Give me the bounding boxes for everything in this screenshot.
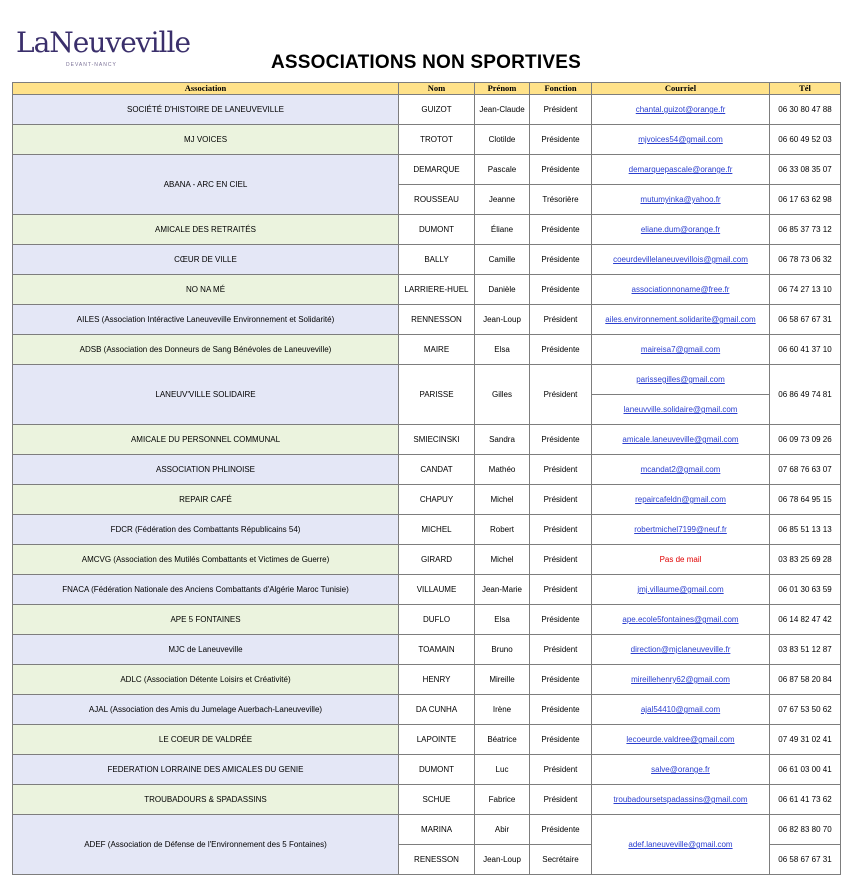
table-row <box>13 815 841 845</box>
association-cell: AJAL (Association des Amis du Jumelage Auerbach-Laneuveville) <box>13 695 399 725</box>
nom-cell: LAPOINTE <box>399 725 475 755</box>
tel-cell: 03 83 25 69 28 <box>770 545 841 575</box>
table-row <box>13 725 841 755</box>
nom-cell: HENRY <box>399 665 475 695</box>
association-cell: CŒUR DE VILLE <box>13 245 399 275</box>
nom-cell: MAIRE <box>399 335 475 365</box>
table-row <box>13 275 841 305</box>
email-link[interactable]: salve@orange.fr <box>651 765 710 774</box>
fonction-cell: Présidente <box>530 335 592 365</box>
courriel-cell <box>592 425 770 455</box>
tel-cell: 06 85 51 13 13 <box>770 515 841 545</box>
header-prenom: Prénom <box>475 83 530 95</box>
fonction-cell: Président <box>530 755 592 785</box>
nom-cell: DUMONT <box>399 755 475 785</box>
nom-cell: ROUSSEAU <box>399 185 475 215</box>
tel-cell: 06 74 27 13 10 <box>770 275 841 305</box>
courriel-cell <box>592 365 770 425</box>
tel-cell: 06 61 03 00 41 <box>770 755 841 785</box>
nom-cell: TROTOT <box>399 125 475 155</box>
prenom-cell: Béatrice <box>475 725 530 755</box>
courriel-cell <box>592 95 770 125</box>
table-row <box>13 515 841 545</box>
email-link[interactable]: mcandat2@gmail.com <box>640 465 721 474</box>
tel-cell: 06 60 49 52 03 <box>770 125 841 155</box>
association-cell: FDCR (Fédération des Combattants Républicains 54) <box>13 515 399 545</box>
nom-cell: SMIECINSKI <box>399 425 475 455</box>
email-link[interactable]: amicale.laneuveville@gmail.com <box>622 435 739 444</box>
tel-cell: 06 82 83 80 70 <box>770 815 841 845</box>
association-cell: MJ VOICES <box>13 125 399 155</box>
nom-cell: TOAMAIN <box>399 635 475 665</box>
fonction-cell: Secrétaire <box>530 845 592 875</box>
association-cell: AILES (Association Intéractive Laneuveville Environnement et Solidarité) <box>13 305 399 335</box>
table-row <box>13 335 841 365</box>
email-link[interactable]: ajal54410@gmail.com <box>640 705 721 714</box>
tel-cell: 06 58 67 67 31 <box>770 305 841 335</box>
table-row <box>13 755 841 785</box>
email-link[interactable]: direction@mjclaneuveville.fr <box>630 645 731 654</box>
table-row <box>13 665 841 695</box>
fonction-cell: Trésorière <box>530 185 592 215</box>
courriel-cell <box>592 575 770 605</box>
nom-cell: GIRARD <box>399 545 475 575</box>
table-row <box>13 215 841 245</box>
fonction-cell: Président <box>530 575 592 605</box>
nom-cell: RENNESSON <box>399 305 475 335</box>
table-row <box>13 155 841 185</box>
fonction-cell: Président <box>530 635 592 665</box>
nom-cell: LARRIERE-HUEL <box>399 275 475 305</box>
email-link[interactable]: adef.laneuveville@gmail.com <box>628 840 733 849</box>
nom-cell: SCHUE <box>399 785 475 815</box>
fonction-cell: Présidente <box>530 815 592 845</box>
nom-cell: CANDAT <box>399 455 475 485</box>
prenom-cell: Jean-Claude <box>475 95 530 125</box>
prenom-cell: Luc <box>475 755 530 785</box>
logo-text: LaNeuveville <box>16 26 191 59</box>
tel-cell: 06 86 49 74 81 <box>770 365 841 425</box>
prenom-cell: Michel <box>475 545 530 575</box>
association-cell: TROUBADOURS & SPADASSINS <box>13 785 399 815</box>
email-link[interactable]: associationnoname@free.fr <box>631 285 730 294</box>
email-link[interactable]: coeurdevillelaneuvevillois@gmail.com <box>613 255 748 264</box>
prenom-cell: Fabrice <box>475 785 530 815</box>
tel-cell: 07 49 31 02 41 <box>770 725 841 755</box>
association-cell: AMICALE DU PERSONNEL COMMUNAL <box>13 425 399 455</box>
email-link[interactable]: chantal.guizot@orange.fr <box>635 105 726 114</box>
courriel-cell <box>592 275 770 305</box>
fonction-cell: Président <box>530 785 592 815</box>
fonction-cell: Présidente <box>530 605 592 635</box>
association-cell: AMCVG (Association des Mutilés Combattants et Victimes de Guerre) <box>13 545 399 575</box>
tel-cell: 06 78 73 06 32 <box>770 245 841 275</box>
prenom-cell: Elsa <box>475 335 530 365</box>
courriel-cell <box>592 545 770 575</box>
tel-cell: 06 30 80 47 88 <box>770 95 841 125</box>
fonction-cell: Président <box>530 305 592 335</box>
fonction-cell: Président <box>530 365 592 425</box>
prenom-cell: Robert <box>475 515 530 545</box>
tel-cell: 07 67 53 50 62 <box>770 695 841 725</box>
prenom-cell: Jean-Marie <box>475 575 530 605</box>
table-row <box>13 305 841 335</box>
nom-cell: MARINA <box>399 815 475 845</box>
tel-cell: 03 83 51 12 87 <box>770 635 841 665</box>
tel-cell: 07 68 76 63 07 <box>770 455 841 485</box>
fonction-cell: Présidente <box>530 425 592 455</box>
courriel-cell <box>592 635 770 665</box>
courriel-cell <box>592 785 770 815</box>
association-cell: ASSOCIATION PHLINOISE <box>13 455 399 485</box>
nom-cell: CHAPUY <box>399 485 475 515</box>
association-cell: REPAIR CAFÉ <box>13 485 399 515</box>
fonction-cell: Président <box>530 95 592 125</box>
prenom-cell: Elsa <box>475 605 530 635</box>
association-cell: FNACA (Fédération Nationale des Anciens Combattants d'Algérie Maroc Tunisie) <box>13 575 399 605</box>
association-cell: ABANA - ARC EN CIEL <box>13 155 399 215</box>
nom-cell: DUMONT <box>399 215 475 245</box>
nom-cell: VILLAUME <box>399 575 475 605</box>
courriel-cell <box>592 755 770 785</box>
association-cell: NO NA MÉ <box>13 275 399 305</box>
association-cell: FEDERATION LORRAINE DES AMICALES DU GENIE <box>13 755 399 785</box>
email-line <box>592 365 769 395</box>
email-link[interactable]: maireisa7@gmail.com <box>640 345 721 354</box>
table-row <box>13 455 841 485</box>
nom-cell: DUFLO <box>399 605 475 635</box>
courriel-cell <box>592 485 770 515</box>
courriel-cell <box>592 245 770 275</box>
table-row <box>13 95 841 125</box>
email-link[interactable]: mireillehenry62@gmail.com <box>631 675 730 684</box>
header-tel: Tél <box>770 83 841 95</box>
prenom-cell: Danièle <box>475 275 530 305</box>
email-stack <box>592 365 769 424</box>
email-link[interactable]: demarquepascale@orange.fr <box>628 165 733 174</box>
table-row <box>13 785 841 815</box>
fonction-cell: Présidente <box>530 695 592 725</box>
nom-cell: BALLY <box>399 245 475 275</box>
page-title: ASSOCIATIONS NON SPORTIVES <box>271 52 581 73</box>
email-link[interactable]: ape.ecole5fontaines@gmail.com <box>622 615 739 624</box>
header-nom: Nom <box>399 83 475 95</box>
prenom-cell: Abir <box>475 815 530 845</box>
tel-cell: 06 01 30 63 59 <box>770 575 841 605</box>
prenom-cell: Bruno <box>475 635 530 665</box>
association-cell: MJC de Laneuveville <box>13 635 399 665</box>
prenom-cell: Jean-Loup <box>475 305 530 335</box>
table-row <box>13 575 841 605</box>
fonction-cell: Président <box>530 515 592 545</box>
courriel-cell <box>592 665 770 695</box>
fonction-cell: Présidente <box>530 665 592 695</box>
email-link[interactable]: parissegilles@gmail.com <box>636 375 725 384</box>
courriel-cell <box>592 455 770 485</box>
association-cell: LE COEUR DE VALDRÉE <box>13 725 399 755</box>
prenom-cell: Jean-Loup <box>475 845 530 875</box>
courriel-cell <box>592 215 770 245</box>
table-row <box>13 125 841 155</box>
fonction-cell: Présidente <box>530 125 592 155</box>
email-line <box>592 395 769 424</box>
header-courriel: Courriel <box>592 83 770 95</box>
prenom-cell: Éliane <box>475 215 530 245</box>
courriel-cell <box>592 695 770 725</box>
prenom-cell: Mireille <box>475 665 530 695</box>
tel-cell: 06 17 63 62 98 <box>770 185 841 215</box>
association-cell: ADEF (Association de Défense de l'Environnement des 5 Fontaines) <box>13 815 399 875</box>
email-link[interactable]: jmj.villaume@gmail.com <box>637 585 724 594</box>
email-link[interactable]: lecoeurde.valdree@gmail.com <box>626 735 735 744</box>
tel-cell: 06 61 41 73 62 <box>770 785 841 815</box>
association-cell: ADLC (Association Détente Loisirs et Créativité) <box>13 665 399 695</box>
no-email-text: Pas de mail <box>659 555 702 564</box>
courriel-cell <box>592 305 770 335</box>
prenom-cell: Michel <box>475 485 530 515</box>
fonction-cell: Présidente <box>530 275 592 305</box>
table-body <box>13 95 841 875</box>
association-cell: APE 5 FONTAINES <box>13 605 399 635</box>
tel-cell: 06 09 73 09 26 <box>770 425 841 455</box>
nom-cell: RENESSON <box>399 845 475 875</box>
courriel-cell <box>592 125 770 155</box>
fonction-cell: Président <box>530 485 592 515</box>
email-link[interactable]: robertmichel7199@neuf.fr <box>634 525 727 534</box>
fonction-cell: Président <box>530 545 592 575</box>
table-row <box>13 425 841 455</box>
nom-cell: DEMARQUE <box>399 155 475 185</box>
fonction-cell: Présidente <box>530 215 592 245</box>
table-header-row <box>13 83 841 95</box>
courriel-cell <box>592 335 770 365</box>
email-link[interactable]: ailes.environnement.solidarite@gmail.com <box>605 315 756 324</box>
prenom-cell: Clotilde <box>475 125 530 155</box>
association-cell: AMICALE DES RETRAITÉS <box>13 215 399 245</box>
nom-cell: PARISSE <box>399 365 475 425</box>
email-link[interactable]: mutumyinka@yahoo.fr <box>640 195 721 204</box>
association-cell: SOCIÉTÉ D'HISTOIRE DE LANEUVEVILLE <box>13 95 399 125</box>
courriel-cell <box>592 155 770 185</box>
table-row <box>13 485 841 515</box>
table-row <box>13 365 841 425</box>
email-link[interactable]: mjvoices54@gmail.com <box>638 135 723 144</box>
fonction-cell: Présidente <box>530 725 592 755</box>
fonction-cell: Président <box>530 455 592 485</box>
courriel-cell <box>592 815 770 875</box>
table-row <box>13 545 841 575</box>
tel-cell: 06 60 41 37 10 <box>770 335 841 365</box>
tel-cell: 06 58 67 67 31 <box>770 845 841 875</box>
table-row <box>13 635 841 665</box>
prenom-cell: Jeanne <box>475 185 530 215</box>
header-fonction: Fonction <box>530 83 592 95</box>
header-association: Association <box>13 83 399 95</box>
associations-table <box>12 82 841 875</box>
nom-cell: MICHEL <box>399 515 475 545</box>
prenom-cell: Gilles <box>475 365 530 425</box>
tel-cell: 06 78 64 95 15 <box>770 485 841 515</box>
tel-cell: 06 33 08 35 07 <box>770 155 841 185</box>
nom-cell: DA CUNHA <box>399 695 475 725</box>
logo-subtitle: DEVANT-NANCY <box>66 62 117 68</box>
courriel-cell <box>592 605 770 635</box>
nom-cell: GUIZOT <box>399 95 475 125</box>
email-link[interactable]: laneuvville.solidaire@gmail.com <box>623 405 738 414</box>
fonction-cell: Présidente <box>530 245 592 275</box>
prenom-cell: Pascale <box>475 155 530 185</box>
tel-cell: 06 14 82 47 42 <box>770 605 841 635</box>
prenom-cell: Sandra <box>475 425 530 455</box>
prenom-cell: Mathéo <box>475 455 530 485</box>
tel-cell: 06 85 37 73 12 <box>770 215 841 245</box>
courriel-cell <box>592 515 770 545</box>
table-row <box>13 245 841 275</box>
fonction-cell: Présidente <box>530 155 592 185</box>
email-link[interactable]: repaircafeldn@gmail.com <box>635 495 726 504</box>
table-row <box>13 605 841 635</box>
courriel-cell <box>592 725 770 755</box>
association-cell: ADSB (Association des Donneurs de Sang Bénévoles de Laneuveville) <box>13 335 399 365</box>
email-link[interactable]: troubadoursetspadassins@gmail.com <box>613 795 748 804</box>
tel-cell: 06 87 58 20 84 <box>770 665 841 695</box>
association-cell: LANEUV'VILLE SOLIDAIRE <box>13 365 399 425</box>
prenom-cell: Irène <box>475 695 530 725</box>
prenom-cell: Camille <box>475 245 530 275</box>
email-link[interactable]: eliane.dum@orange.fr <box>640 225 721 234</box>
table-row <box>13 695 841 725</box>
courriel-cell <box>592 185 770 215</box>
